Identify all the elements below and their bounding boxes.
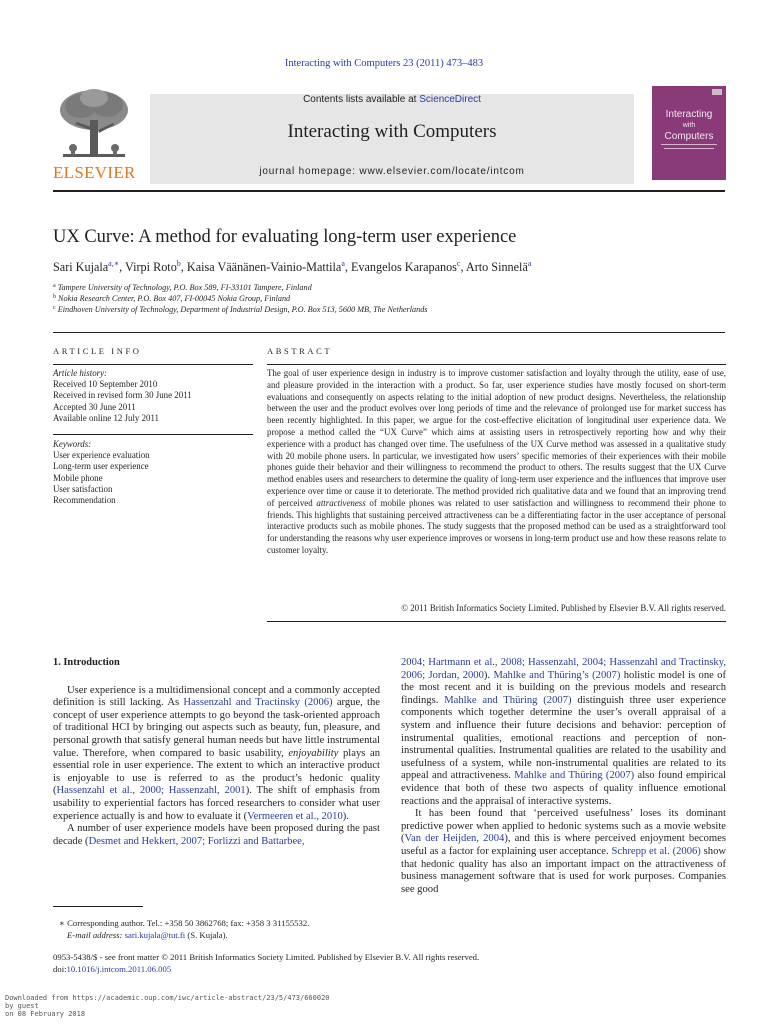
keyword-item: User experience evaluation — [53, 450, 150, 461]
article-history — [53, 368, 253, 424]
cover-title — [652, 108, 726, 143]
author-name: Virpi Roto — [125, 260, 177, 274]
body-column-right — [401, 657, 726, 896]
citation-link[interactable]: Van der Heijden, 2004 — [404, 833, 505, 845]
section-divider — [53, 332, 725, 333]
author-name: Sari Kujala — [53, 260, 109, 274]
footnote-email-line — [53, 930, 380, 942]
citation-link[interactable]: Hassenzahl et al., 2000; Hassenzahl, 2001 — [56, 785, 246, 797]
author-name: Evangelos Karapanos — [350, 260, 457, 274]
author-name: Arto Sinnelä — [465, 260, 528, 274]
affiliation-text: Tampere University of Technology, P.O. Box 589, FI-33101 Tampere, Finland — [57, 283, 312, 292]
affiliation-mark: b — [53, 294, 56, 300]
body-text: show that hedonic quality has also an important impact on the attractiveness of business management software that is used for work purposes. Companies see good — [401, 845, 727, 895]
intro-paragraph — [53, 823, 380, 848]
abstract-copyright: © 2011 British Informatics Society Limited. Published by Elsevier B.V. All rights reserved. — [401, 603, 726, 613]
citation-link[interactable]: Mahlke and Thüring (2007) — [444, 694, 572, 706]
emphasis-text: enjoyability — [288, 747, 339, 759]
keyword-item: Mobile phone — [53, 472, 103, 483]
keyword-item: Recommendation — [53, 495, 116, 506]
body-text: also found empirical evidence that both of these two aspects of quality influence emotional reactions and the appraisal of interactive systems. — [401, 770, 726, 807]
body-text: ). — [483, 669, 494, 681]
affiliation-b — [53, 294, 290, 303]
footnote-contact: ∗ Corresponding author. Tel.: +358 50 3862768; fax: +358 3 31155532. — [59, 918, 310, 928]
sciencedirect-link[interactable]: ScienceDirect — [419, 94, 481, 105]
author-separator: , — [180, 260, 187, 274]
issn-copyright-line: 0953-5438/$ - see front matter © 2011 British Informatics Society Limited. Published by Elsevier B.V. All rights reserved. — [53, 952, 480, 962]
article-info-divider — [53, 434, 253, 435]
author-separator: , — [119, 260, 126, 274]
journal-homepage[interactable]: journal homepage: www.elsevier.com/locate/intcom — [259, 166, 525, 177]
citation-link[interactable]: Schrepp et al. (2006) — [611, 845, 701, 857]
cover-badge — [712, 89, 722, 95]
contents-available-line — [150, 94, 634, 105]
author-affiliation-mark[interactable]: b — [176, 259, 181, 268]
header-divider — [53, 190, 725, 192]
introduction-heading: 1. Introduction — [53, 657, 120, 668]
doi-line — [53, 964, 171, 974]
tree-icon — [53, 86, 135, 164]
cover-subtitle-stroke — [664, 148, 714, 149]
cover-subtitle-stroke — [661, 144, 717, 145]
citation-link[interactable]: Vermeeren et al., 2010 — [247, 810, 343, 822]
article-history-label: Article history: — [53, 368, 107, 378]
intro-paragraph — [401, 657, 726, 808]
author-affiliation-mark[interactable]: c — [456, 259, 461, 268]
body-text: ), and this is where perceived enjoyment becomes useful as a factor for explaining user acceptance. — [401, 833, 726, 857]
affiliation-c — [53, 305, 427, 314]
keywords — [53, 439, 253, 506]
citation-link[interactable]: Mahlke and Thüring’s (2007) — [493, 669, 621, 681]
contents-prefix: Contents lists available at — [303, 94, 420, 105]
keyword-item: Long-term user experience — [53, 461, 149, 472]
affiliation-mark: a — [53, 283, 56, 289]
affiliation-text: Nokia Research Center, P.O. Box 407, FI-00045 Nokia Group, Finland — [58, 294, 291, 303]
abstract-heading: ABSTRACT — [267, 346, 333, 356]
abstract-divider — [267, 364, 726, 365]
body-text: A number of user experience models have been proposed during the past decade ( — [53, 823, 380, 847]
affiliation-text: Eindhoven University of Technology, Department of Industrial Design, P.O. Box 513, 5600 MB, The Netherlands — [57, 305, 428, 314]
body-column-left — [53, 657, 380, 848]
history-item: Received in revised form 30 June 2011 — [53, 390, 192, 401]
article-info-divider — [53, 364, 253, 365]
keyword-item: User satisfaction — [53, 483, 113, 494]
cover-title-line: Interacting — [665, 109, 713, 120]
citation-link[interactable]: 2004; Hartmann et al., 2008; Hassenzahl, 2004; Hassenzahl and Tractinsky, 2006; Jordan, 2000 — [401, 657, 726, 681]
body-text: ). The shift of emphasis from usability to experiential factors has forced researchers to consider what user experience actually is and how to evaluate it ( — [53, 785, 380, 822]
body-text: holistic model is one of the most recent and it is building on the previous models and research findings. — [401, 669, 726, 706]
author-affiliation-mark[interactable]: a,∗ — [108, 259, 120, 268]
doi-prefix: doi: — [53, 964, 67, 974]
elsevier-wordmark[interactable]: ELSEVIER — [53, 163, 136, 182]
footnote-divider — [53, 906, 143, 907]
journal-cover-thumbnail[interactable] — [652, 86, 726, 180]
body-text: distinguish three user experience components which together determine the user’s overall appraisal of a system and influence their future decisions and behavior: perception of instrumental qualities, emotional reactions and perception of non-instrumental qualities. Instrumental qualities are related to the usability and usefulness of a system, while non-instrumental qualities are related to its appeal and attractiveness. — [401, 694, 726, 782]
intro-paragraph — [401, 808, 726, 896]
abstract-body — [267, 368, 726, 557]
citation-link[interactable]: Mahlke and Thüring (2007) — [514, 770, 635, 782]
cover-title-line: with — [682, 122, 696, 129]
body-text: User experience is a multidimensional concept and a commonly accepted definition is still lacking. As — [53, 684, 380, 709]
corresponding-author-footnote — [53, 918, 380, 941]
cover-title-line: Computers — [664, 131, 714, 142]
doi-link[interactable]: 10.1016/j.intcom.2011.06.005 — [66, 964, 172, 974]
abstract-text-part: The goal of user experience design in industry is to improve customer satisfaction and loyalty through the utility, ease of use, and pleasure provided in the interaction with a product. So far, user experience studies have mostly focused on short-term evaluations and consequently on aspects relating to the initial adoption of new product designs. Nevertheless, the relationship between the user and the product evolves over long periods of time and the relevance of prolonged use for market success has been recently highlighted. In this paper, we argue for the cost-effective elicitation of longitudinal user experience data. We propose a method called the “UX Curve” which aims at assisting users in retrospectively reporting how and why their experience with a product has changed over time. The usefulness of the UX Curve method was assessed in a qualitative study with 20 mobile phone users. In particular, we investigated how users’ specific memories of their experiences with their mobile phones guide their behavior and their willingness to recommend the product to others. The results suggest that the UX Curve method enables users and researchers to determine the quality of long-term user experience and the influences that improve user experience over time or cause it to deteriorate. The method provided rich qualitative data and we found that an improving trend of perceived — [267, 368, 726, 508]
abstract-divider — [267, 621, 726, 622]
email-link[interactable]: sari.kujala@tut.fi — [124, 929, 186, 940]
intro-paragraph — [53, 685, 380, 824]
affiliation-mark: c — [53, 305, 56, 311]
author-name: Kaisa Väänänen-Vainio-Mattila — [186, 260, 342, 274]
journal-citation[interactable]: Interacting with Computers 23 (2011) 473–483 — [284, 58, 484, 69]
keywords-label: Keywords: — [53, 439, 92, 449]
article-info-heading: ARTICLE INFO — [53, 346, 142, 356]
body-text: It has been found that ‘perceived usefulness’ loses its dominant predictive power when applied to hedonic systems such as a movie website ( — [401, 808, 726, 845]
affiliation-a — [53, 283, 312, 292]
history-item: Available online 12 July 2011 — [53, 412, 159, 423]
body-text: ). — [342, 810, 349, 822]
author-separator: , — [344, 260, 351, 274]
body-text: argue, the concept of user experience attempts to go beyond the task-oriented approach of traditional HCI by bringing out aspects such as beauty, fun, pleasure, and personal growth that satisfy general human needs but have little instrumental value. Therefore, when compared to basic usability, — [53, 697, 380, 759]
body-text: plays an essential role in user experience. The extent to which an interactive product is enjoyable to use is referred to as the product’s hedonic quality ( — [53, 747, 380, 797]
history-item: Received 10 September 2010 — [53, 379, 158, 390]
paper-title: UX Curve: A method for evaluating long-term user experience — [53, 227, 517, 247]
citation-link[interactable]: Hassenzahl and Tractinsky (2006) — [183, 697, 333, 709]
author-list — [53, 259, 531, 275]
history-item: Accepted 30 June 2011 — [53, 401, 136, 412]
author-affiliation-mark[interactable]: a — [341, 259, 345, 268]
journal-title: Interacting with Computers — [287, 121, 497, 142]
author-affiliation-mark[interactable]: a — [527, 259, 532, 268]
abstract-paragraph — [267, 368, 726, 557]
abstract-emphasis: attractiveness — [316, 497, 366, 508]
download-watermark: Downloaded from https://academic.oup.com/iwc/article-abstract/23/5/473/660020 by guest on 08 February 2018 — [5, 994, 330, 1019]
email-label: E-mail address: — [67, 929, 123, 940]
citation-link[interactable]: Desmet and Hekkert, 2007; Forlizzi and Battarbee, — [88, 835, 305, 847]
abstract-text-part: of mobile phones was related to user satisfaction and willingness to recommend their phone to friends. This highlights that sustaining perceived attractiveness can be a differentiating factor in the user acceptance of personal interactive products such as mobile phones. The study suggests that the proposed method can be used as a straightforward tool for understanding the reasons why user experience improves or worsens in long-term product use and how these reasons relate to customer loyalty. — [267, 497, 726, 555]
author-separator: , — [460, 260, 466, 274]
email-suffix: (S. Kujala). — [185, 929, 228, 940]
